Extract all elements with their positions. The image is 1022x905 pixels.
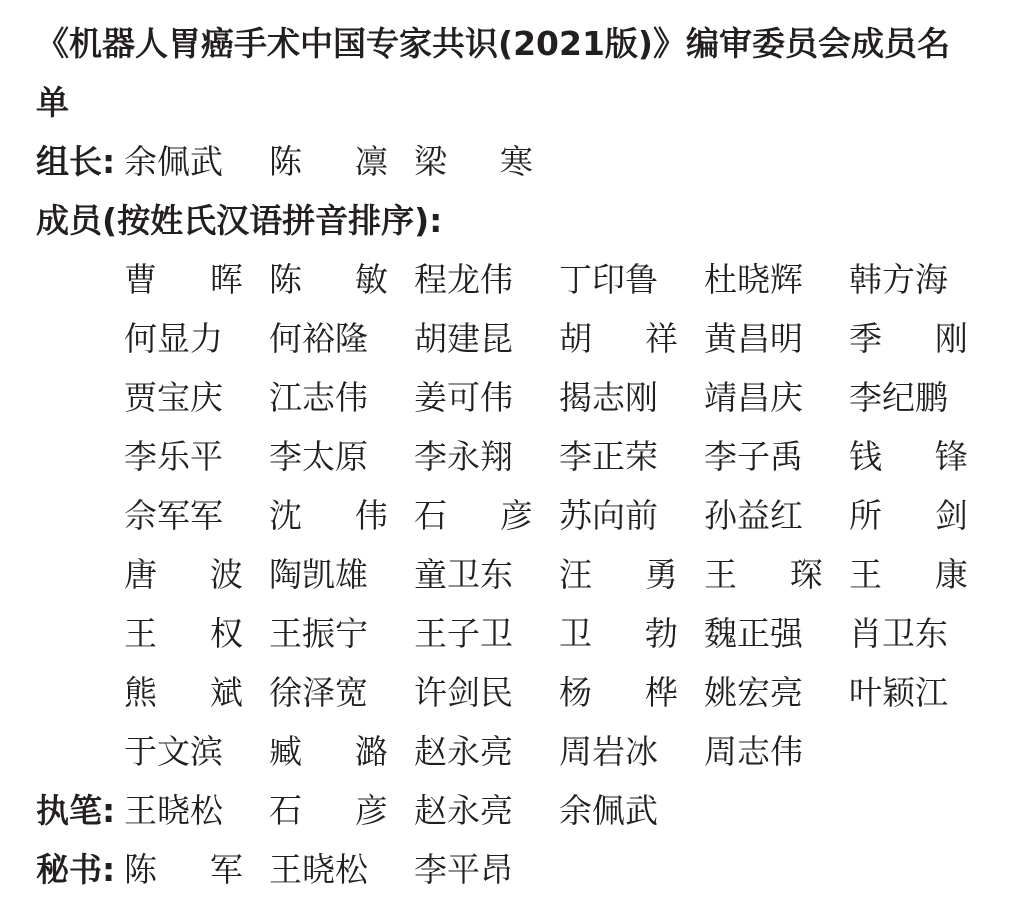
- person-name: 卫勃: [559, 614, 678, 653]
- person-name: 陈军: [124, 850, 243, 889]
- person-name: 王振宁: [269, 614, 368, 653]
- person-name: 何裕隆: [269, 319, 368, 358]
- person-name: 胡祥: [559, 319, 678, 358]
- person-name: 李永翔: [414, 437, 513, 476]
- leaders-label: 组长:: [36, 142, 116, 181]
- person-name: 臧潞: [269, 732, 388, 771]
- person-name: 石彦: [414, 496, 533, 535]
- person-name: 余佩武: [559, 791, 658, 830]
- secretaries-row: [36, 840, 1022, 899]
- document-title: 《机器人胃癌手术中国专家共识(2021版)》编审委员会成员名单: [36, 24, 951, 122]
- person-name: 曹晖: [124, 260, 243, 299]
- writers-names: [124, 781, 704, 840]
- secretaries-names: [124, 840, 559, 899]
- person-name: 季刚: [849, 319, 968, 358]
- person-name: 贾宝庆: [124, 378, 223, 417]
- person-name: 王琛: [704, 555, 823, 594]
- secretaries-label: 秘书:: [36, 850, 116, 889]
- person-name: 唐波: [124, 555, 243, 594]
- person-name: 佘军军: [124, 496, 223, 535]
- leaders-row: [36, 132, 1022, 191]
- person-name: 王康: [849, 555, 968, 594]
- person-name: 徐泽宽: [269, 673, 368, 712]
- person-name: 苏向前: [559, 496, 658, 535]
- person-name: 陈凛: [269, 142, 388, 181]
- person-name: 汪勇: [559, 555, 678, 594]
- leaders-names: [124, 132, 559, 191]
- person-name: 肖卫东: [849, 614, 948, 653]
- person-name: 周岩冰: [559, 732, 658, 771]
- person-name: 叶颖江: [849, 673, 948, 712]
- person-name: 黄昌明: [704, 319, 803, 358]
- person-name: 钱锋: [849, 437, 968, 476]
- person-name: 梁寒: [414, 142, 533, 181]
- person-name: 陈敏: [269, 260, 388, 299]
- writers-row: [36, 781, 1022, 840]
- person-name: 丁印鲁: [559, 260, 658, 299]
- person-name: 李纪鹏: [849, 378, 948, 417]
- person-name: 童卫东: [414, 555, 513, 594]
- person-name: 赵永亮: [414, 732, 513, 771]
- person-name: 韩方海: [849, 260, 948, 299]
- person-name: 江志伟: [269, 378, 368, 417]
- person-name: 所剑: [849, 496, 968, 535]
- person-name: 沈伟: [269, 496, 388, 535]
- person-name: 余佩武: [124, 142, 223, 181]
- person-name: 李平昂: [414, 850, 513, 889]
- person-name: 杜晓辉: [704, 260, 803, 299]
- person-name: 周志伟: [704, 732, 803, 771]
- person-name: 王权: [124, 614, 243, 653]
- person-name: 何显力: [124, 319, 223, 358]
- person-name: 揭志刚: [559, 378, 658, 417]
- members-label: 成员(按姓氏汉语拼音排序):: [36, 201, 443, 240]
- person-name: 王晓松: [124, 791, 223, 830]
- person-name: 石彦: [269, 791, 388, 830]
- person-name: 程龙伟: [414, 260, 513, 299]
- person-name: 赵永亮: [414, 791, 513, 830]
- person-name: 于文滨: [124, 732, 223, 771]
- person-name: 靖昌庆: [704, 378, 803, 417]
- person-name: 李乐平: [124, 437, 223, 476]
- writers-label: 执笔:: [36, 791, 116, 830]
- person-name: 胡建昆: [414, 319, 513, 358]
- person-name: 魏正强: [704, 614, 803, 653]
- person-name: 姚宏亮: [704, 673, 803, 712]
- person-name: 李子禹: [704, 437, 803, 476]
- person-name: 王晓松: [269, 850, 368, 889]
- person-name: 姜可伟: [414, 378, 513, 417]
- person-name: 孙益红: [704, 496, 803, 535]
- person-name: 李正荣: [559, 437, 658, 476]
- person-name: 李太原: [269, 437, 368, 476]
- person-name: 陶凯雄: [269, 555, 368, 594]
- members-grid: [124, 250, 1022, 781]
- person-name: 熊斌: [124, 673, 243, 712]
- person-name: 许剑民: [414, 673, 513, 712]
- person-name: 王子卫: [414, 614, 513, 653]
- person-name: 杨桦: [559, 673, 678, 712]
